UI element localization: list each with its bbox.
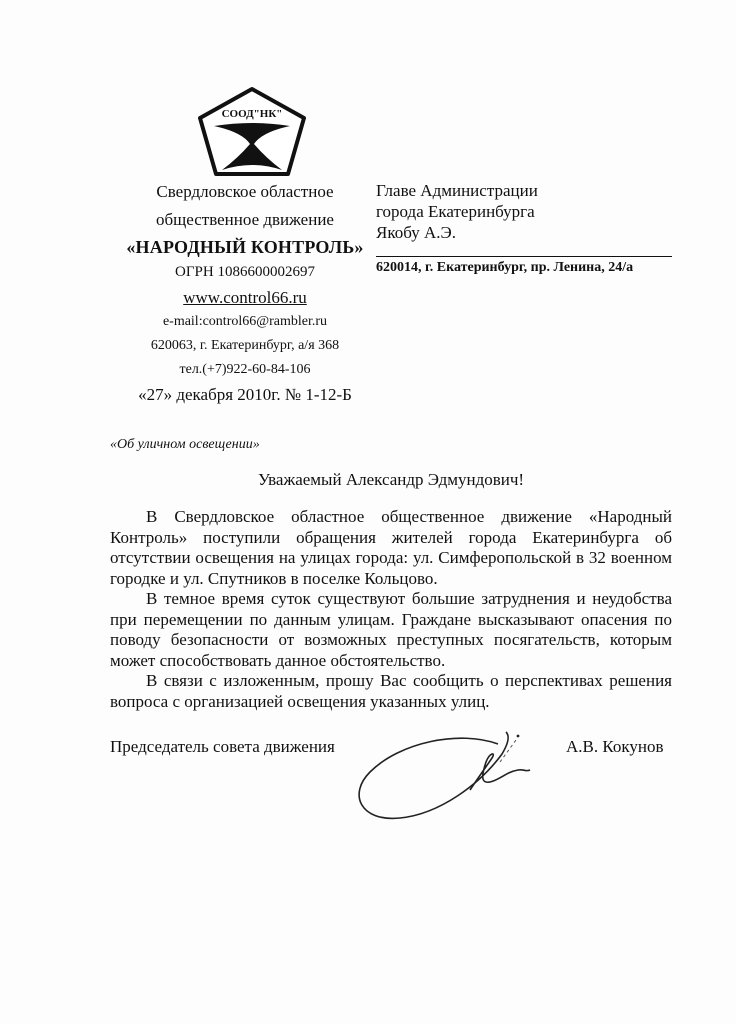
org-postal-address: 620063, г. Екатеринбург, а/я 368 xyxy=(150,338,340,353)
recipient-line-1: Главе Администрации xyxy=(376,181,538,200)
org-phone: тел.(+7)922-60-84-106 xyxy=(179,362,311,377)
signatory-title: Председатель совета движения xyxy=(110,737,335,756)
recipient-address: 620014, г. Екатеринбург, пр. Ленина, 24/а xyxy=(376,260,634,275)
body-paragraph: В Свердловское областное общественное движение «Народный Контроль» поступили обращения жителей города Екатеринбурга об отсутствии освещения на улицах города: ул. Симферопольской в 32 военном городке и ул. Спутников в поселке Кольцово. xyxy=(110,507,672,588)
recipient-block xyxy=(376,180,676,243)
handwritten-signature-icon xyxy=(340,722,560,832)
body-paragraph: В связи с изложенным, прошу Вас сообщить о перспективах решения вопроса с организацией освещения указанных улиц. xyxy=(110,671,672,711)
org-ogrn: ОГРН 1086600002697 xyxy=(175,264,315,280)
letter-subject: «Об уличном освещении» xyxy=(110,437,260,452)
recipient-line-3: Якобу А.Э. xyxy=(376,223,456,242)
recipient-divider xyxy=(376,256,672,257)
pentagon-emblem-icon xyxy=(196,86,308,178)
letter-date-number: «27» декабря 2010г. № 1-12-Б xyxy=(138,385,352,404)
org-email: e-mail:control66@rambler.ru xyxy=(162,314,328,329)
letter-body xyxy=(110,507,672,712)
body-paragraph: В темное время суток существуют большие затруднения и неудобства при перемещении по данным улицам. Граждане высказывают опасения по поводу безопасности от возможных преступных посягательств, которым может способствовать данное обстоятельство. xyxy=(110,589,672,670)
svg-text:СООД"НК": СООД"НК" xyxy=(221,108,283,120)
signatory-name: А.В. Кокунов xyxy=(566,737,664,756)
letter-greeting: Уважаемый Александр Эдмундович! xyxy=(258,470,525,489)
org-website-link[interactable]: www.control66.ru xyxy=(183,288,307,307)
org-name-line-2: общественное движение xyxy=(156,210,334,229)
org-name-bold: «НАРОДНЫЙ КОНТРОЛЬ» xyxy=(126,237,364,257)
org-name-line-1: Свердловское областное xyxy=(156,182,334,201)
recipient-line-2: города Екатеринбурга xyxy=(376,202,535,221)
